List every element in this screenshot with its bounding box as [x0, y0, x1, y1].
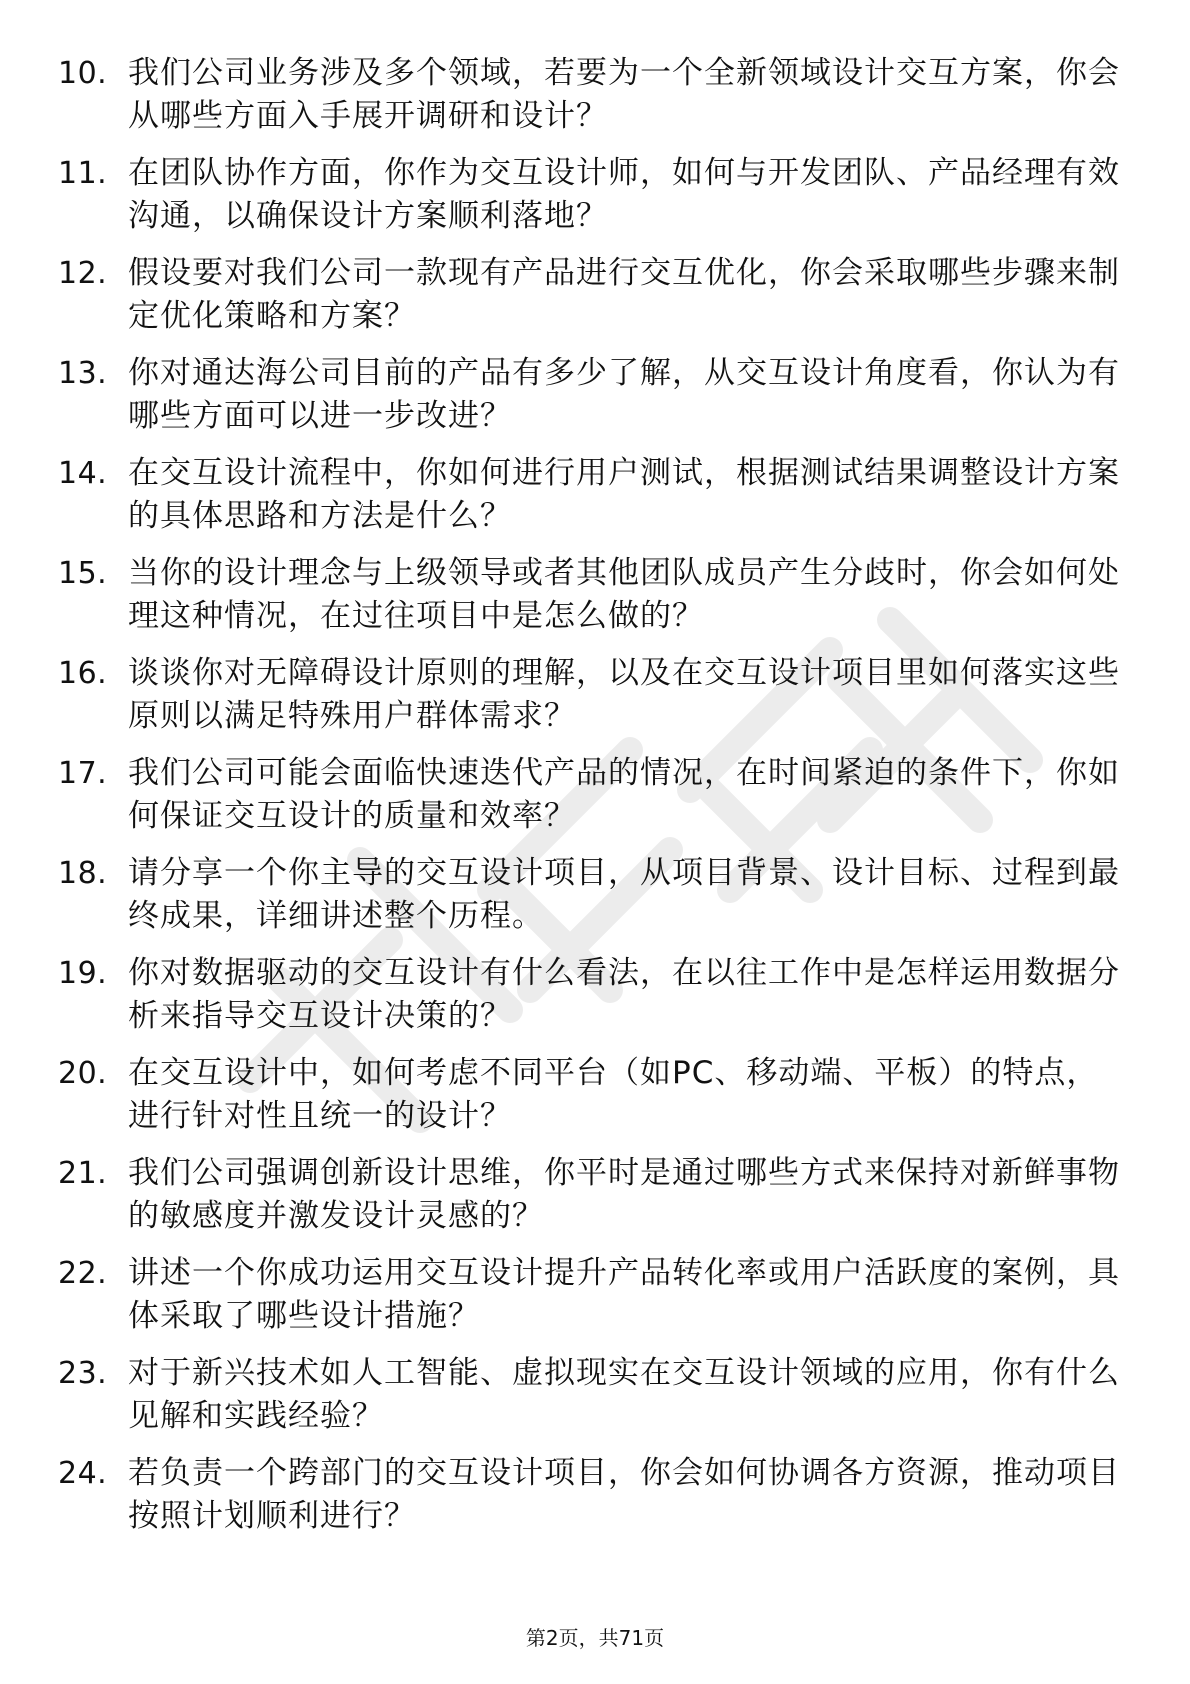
question-text: 当你的设计理念与上级领导或者其他团队成员产生分歧时，你会如何处理这种情况，在过往项目中是怎么做的？	[128, 555, 1120, 634]
question-text: 你对数据驱动的交互设计有什么看法，在以往工作中是怎样运用数据分析来指导交互设计决策的？	[128, 955, 1120, 1034]
question-text: 你对通达海公司目前的产品有多少了解，从交互设计角度看，你认为有哪些方面可以进一步改进？	[128, 355, 1120, 434]
question-text: 我们公司强调创新设计思维，你平时是通过哪些方式来保持对新鲜事物的敏感度并激发设计灵感的？	[128, 1155, 1120, 1234]
question-text: 对于新兴技术如人工智能、虚拟现实在交互设计领域的应用，你有什么见解和实践经验？	[128, 1355, 1120, 1434]
question-number: 10.	[58, 56, 108, 91]
question-item	[58, 652, 1138, 752]
question-number: 16.	[58, 656, 108, 691]
question-item	[58, 752, 1138, 852]
question-item	[58, 1152, 1138, 1252]
question-text: 我们公司业务涉及多个领域，若要为一个全新领域设计交互方案，你会从哪些方面入手展开调研和设计？	[128, 55, 1120, 134]
question-number: 15.	[58, 556, 108, 591]
question-item	[58, 252, 1138, 352]
question-text: 在交互设计中，如何考虑不同平台（如PC、移动端、平板）的特点，进行针对性且统一的设计？	[128, 1055, 1099, 1134]
question-number: 20.	[58, 1056, 108, 1091]
question-number: 22.	[58, 1256, 108, 1291]
question-text: 在团队协作方面，你作为交互设计师，如何与开发团队、产品经理有效沟通，以确保设计方案顺利落地？	[128, 155, 1120, 234]
question-text: 我们公司可能会面临快速迭代产品的情况，在时间紧迫的条件下，你如何保证交互设计的质量和效率？	[128, 755, 1120, 834]
question-item	[58, 1052, 1138, 1152]
question-number: 24.	[58, 1456, 108, 1491]
question-item	[58, 1252, 1138, 1352]
question-item	[58, 852, 1138, 952]
question-item	[58, 952, 1138, 1052]
question-text: 请分享一个你主导的交互设计项目，从项目背景、设计目标、过程到最终成果，详细讲述整个历程。	[128, 855, 1120, 934]
question-text: 在交互设计流程中，你如何进行用户测试，根据测试结果调整设计方案的具体思路和方法是什么？	[128, 455, 1120, 534]
question-text: 假设要对我们公司一款现有产品进行交互优化，你会采取哪些步骤来制定优化策略和方案？	[128, 255, 1120, 334]
question-item	[58, 452, 1138, 552]
question-item	[58, 552, 1138, 652]
question-number: 19.	[58, 956, 108, 991]
question-text: 谈谈你对无障碍设计原则的理解，以及在交互设计项目里如何落实这些原则以满足特殊用户群体需求？	[128, 655, 1120, 734]
question-list	[58, 52, 1138, 1552]
question-number: 21.	[58, 1156, 108, 1191]
question-number: 12.	[58, 256, 108, 291]
question-number: 17.	[58, 756, 108, 791]
question-item	[58, 152, 1138, 252]
question-text: 若负责一个跨部门的交互设计项目，你会如何协调各方资源，推动项目按照计划顺利进行？	[128, 1455, 1120, 1534]
question-number: 14.	[58, 456, 108, 491]
question-item	[58, 352, 1138, 452]
page-footer	[0, 1624, 1190, 1652]
page-number-label: 第2页，共71页	[525, 1626, 665, 1650]
question-number: 23.	[58, 1356, 108, 1391]
question-number: 13.	[58, 356, 108, 391]
question-item	[58, 1452, 1138, 1552]
question-number: 18.	[58, 856, 108, 891]
question-item	[58, 1352, 1138, 1452]
question-text: 讲述一个你成功运用交互设计提升产品转化率或用户活跃度的案例，具体采取了哪些设计措施？	[128, 1255, 1120, 1334]
question-item	[58, 52, 1138, 152]
question-number: 11.	[58, 156, 108, 191]
